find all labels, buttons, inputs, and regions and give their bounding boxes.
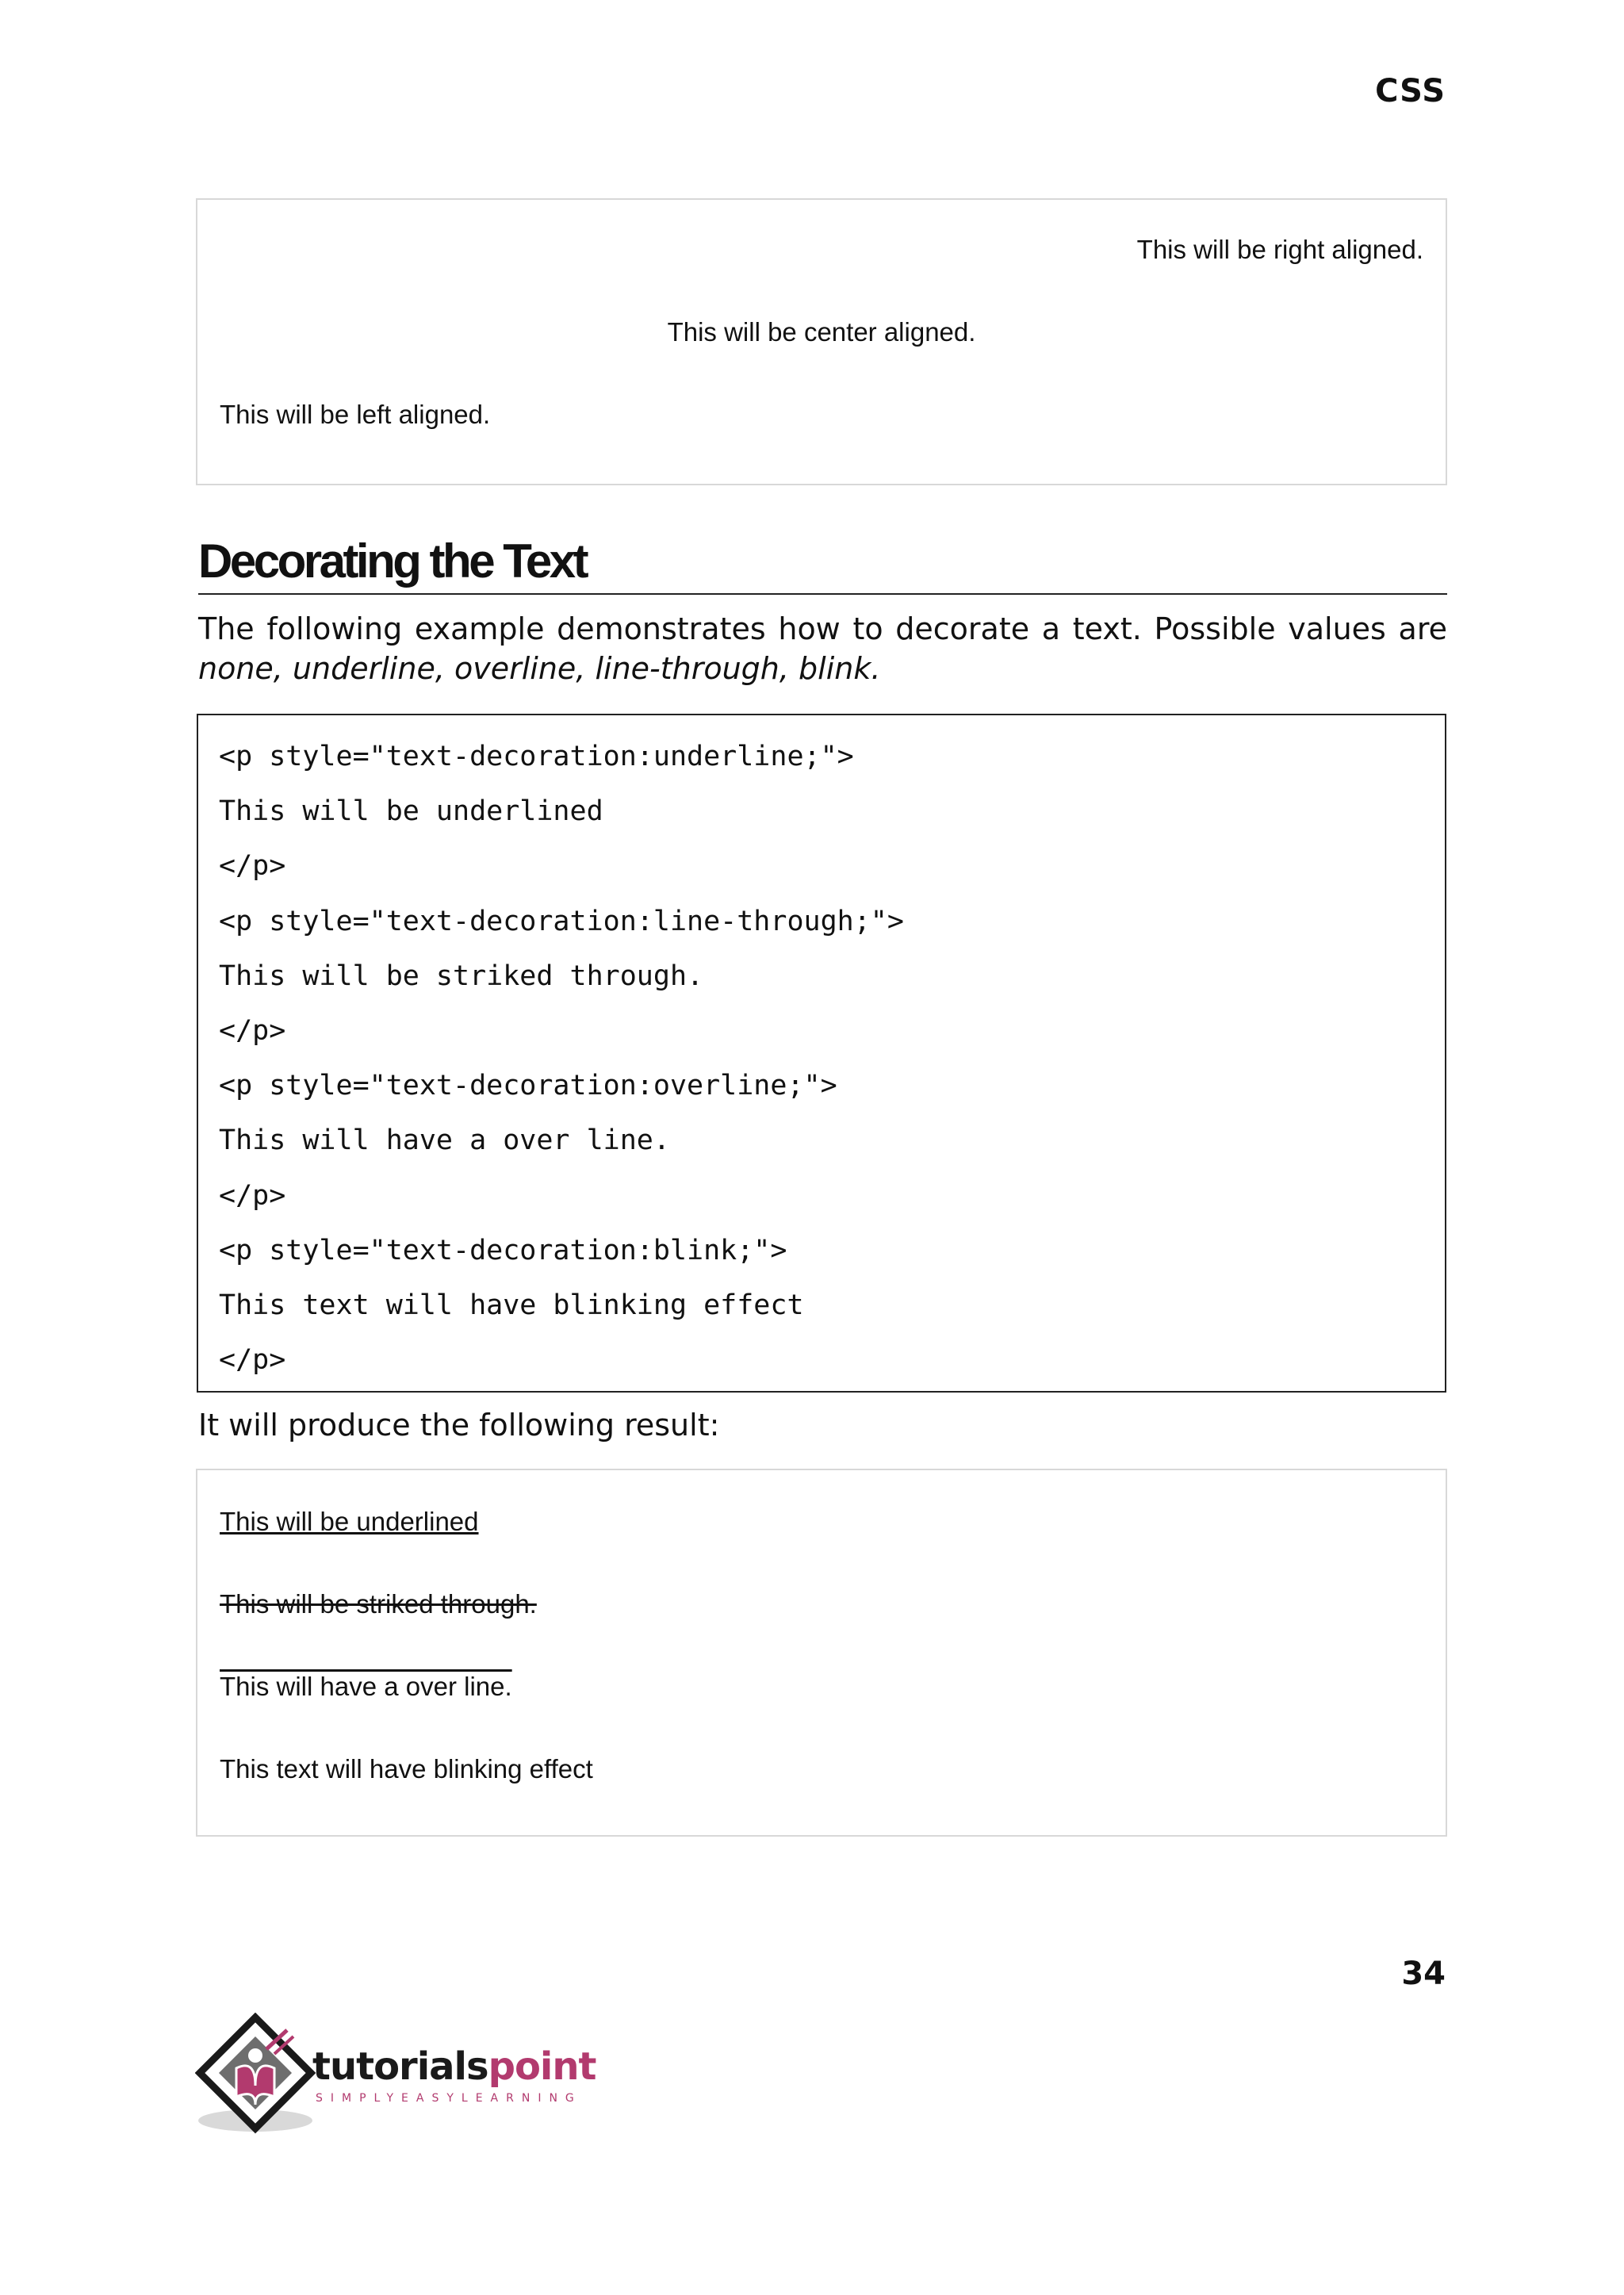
logo-word-tutorials: tutorials: [312, 2044, 488, 2089]
code-line: </p>: [219, 850, 286, 883]
overline-text: This will have a over line.: [220, 1672, 512, 1701]
right-aligned-text: This will be right aligned.: [1136, 235, 1423, 264]
left-aligned-text: This will be left aligned.: [220, 400, 491, 429]
logo-wordmark: [312, 2044, 596, 2089]
alignment-result-box: [196, 198, 1447, 485]
logo-tagline: SIMPLYEASYLEARNING: [316, 2092, 582, 2105]
code-line: </p>: [219, 1014, 286, 1047]
section-title: Decorating the Text: [198, 530, 1447, 595]
page-number: 34: [1401, 1956, 1446, 1992]
code-line: <p style="text-decoration:underline;">: [219, 741, 854, 772]
intro-paragraph: [198, 609, 1447, 688]
blink-text: This text will have blinking effect: [220, 1754, 593, 1784]
code-line: This will be underlined: [219, 795, 603, 828]
code-line: This text will have blinking effect: [219, 1289, 804, 1321]
header-label: CSS: [1375, 73, 1446, 109]
strikethrough-text: This will be striked through.: [220, 1589, 537, 1619]
code-line: This will have a over line.: [219, 1125, 670, 1157]
logo-word-point: point: [488, 2044, 596, 2089]
intro-text: The following example demonstrates how to decorate a text. Possible values are: [198, 611, 1447, 646]
code-line: </p>: [219, 1179, 286, 1212]
code-line: </p>: [219, 1344, 286, 1377]
code-line: <p style="text-decoration:overline;">: [219, 1070, 837, 1102]
code-line: This will be striked through.: [219, 960, 704, 992]
center-aligned-text: This will be center aligned.: [667, 317, 976, 347]
code-block: [197, 714, 1446, 1393]
decoration-result-box: [196, 1469, 1447, 1837]
logo-emblem-icon: [195, 2013, 322, 2140]
intro-values: none, underline, overline, line-through, blink.: [198, 651, 881, 686]
result-intro: It will produce the following result:: [198, 1408, 720, 1443]
code-line: <p style="text-decoration:blink;">: [219, 1234, 787, 1266]
code-line: <p style="text-decoration:line-through;">: [219, 905, 904, 937]
underlined-text: This will be underlined: [220, 1507, 479, 1536]
tutorialspoint-logo: [195, 2013, 607, 2140]
